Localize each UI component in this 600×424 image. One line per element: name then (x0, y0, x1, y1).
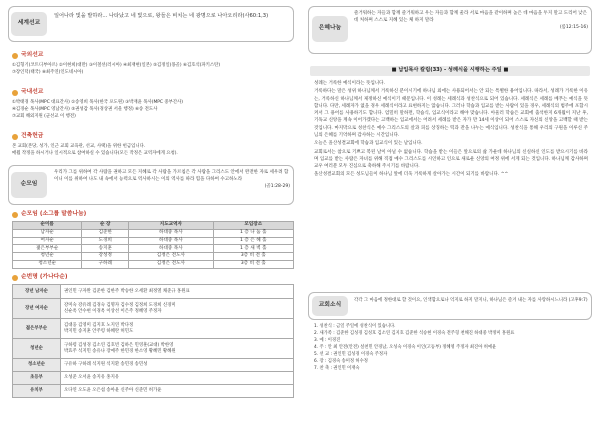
church-news-list (314, 324, 588, 373)
table-row: 여자순 도경희 하대중 목사 1 층 은 혜 홀 (13, 237, 294, 245)
right-column (302, 0, 598, 424)
building-fund-text: 본 교회(본당, 성가, 인근 교회 교육관, 선교, 사택)을 위한 헌금입니다. 매월 작정을 하시거나 일시적으로 참여하실 수 있습니다(모든 작정은 교역자에게 요청). (12, 144, 178, 157)
table-row: 젊은부부순 김대웅 김영미 김지호 노지연 박다정 박지민 송지훈 안주령 하혜란 허민도 (13, 319, 294, 339)
list-item: 4. 주 : 안 최 안전(안전) 설천민 안경남, 오성숙 이경숙 이인(고등부) 정혜영 주정자 최진아 허예윤 (314, 344, 497, 350)
list-item: 7. 찬 축 : 권인민 이재숙 (314, 365, 360, 371)
cell-verse-text: 우리가 그를 위하여 각 사람을 권하고 모든 지혜로 각 사람을 가르침은 각 사람을 그리스도 안에서 완전한 자로 세우려 함이니 이를 위하여 나도 내 속에서 능력으로 역사하시는 이의 역사를 따라 힘을 다하여 수고하노라 (골1:28-29) (54, 170, 290, 190)
grace-verse-text: 즐거워하는 자들과 함께 즐거워하고 우는 자들과 함께 울라 서로 마음을 같이하며 높은 데 마음을 두지 말고 도리어 낮은 데 처하며 스스로 지혜 있는 체 하지 말라 (롬12:15-16) (354, 11, 588, 31)
mission-verse-tag: 세계선교 (11, 12, 47, 36)
list-item: 6. 장 : 김경숙 송미정 허수정 (314, 358, 368, 364)
list-item: 3. 예 : 이경진 (314, 337, 341, 343)
left-column (2, 0, 298, 424)
cell-verse-tag: 순모임 (11, 172, 47, 198)
table-row: 청년순 강성정 김정은 전도사 3층 비 전 홀 (13, 253, 294, 261)
bullet-icon (12, 275, 18, 281)
list-item: 1. 성찬식 : 금일 주일에 성찬식이 있습니다. (314, 324, 396, 329)
table-row: 초등부 오성준 오서윤 송지유 홍지유 (13, 372, 294, 385)
grace-verse-tag: 은혜나눔 (312, 16, 348, 42)
mission-verse-text: 일어나라 빛을 발하라... 나타났고 네 빛으로, 왕들은 비치는 네 광명으로 나아오리라(사60:1,3) (54, 13, 269, 19)
domestic-mission-heading: 국내선교 (12, 89, 43, 97)
cell-group-heading: 순모임 (소그룹 말씀나눔) (12, 211, 86, 219)
table-row: 청년순 구하령 김성경 김소연 김호빈 김하은 민영훈(교대) 박한영 박효주 석지민 송유나 장예주 한민경 한소영 황혜민 황혜원 (13, 339, 294, 359)
duty-roster-table (12, 284, 294, 398)
bullet-icon (12, 212, 18, 218)
overseas-mission-heading: 국외선교 (12, 52, 43, 60)
bullet-icon (12, 53, 18, 59)
table-row: 젊은부부순 송지훈 하대중 목사 1 층 새 벽 홀 (13, 245, 294, 253)
table-row: 장년 남자순 권인민 구자완 김준한 김한주 박승한 오세환 최정열 채준규 홍원표 (13, 285, 294, 299)
list-item: 5. 선 교 : 권인민 김성경 이경숙 주정자 (314, 351, 388, 357)
bullet-icon (12, 134, 18, 140)
overseas-mission-list: ①김형기(코트디부아르) ②이현희(대만) ③이철선(러시아) ④최재현(일본) ⑤김정일(몽골) ⑥김호석(파키스탄) ⑦장인덕(태국) ⑧최주연(인도네시아) (12, 63, 221, 76)
column-title: ■ 납입목사 칼럼(33) - 성례식을 시행하는 주일 ■ (310, 66, 590, 76)
duty-roster-heading: 순번명 (가나다순) (12, 274, 68, 282)
table-header-row: 순이름 순 장 지도교역자 모임장소 (13, 222, 294, 230)
table-row: 청소년순 구하례 김정은 전도사 3층 비 전 홀 (13, 260, 294, 268)
cell-group-table (12, 221, 294, 269)
church-news-verse: 각각 그 마음에 정한대로 할 것이요, 인색함으로나 억지로 하지 말지니, 하나님은 즐겨 내는 자를 사랑하시느니라 (고후9:7) (354, 298, 588, 303)
church-news-tag: 교회소식 (312, 296, 348, 316)
pastor-column-text: 성례는 거룩한 예식이라는 뜻입니다. 거룩하다는 말은 성위 하나님께서 거룩하신 분이시기에 하나님 외에는 사용되어서는 안 되는 특별한 용어입니다. 따라서, 성례가 거룩한 이유는, 거룩하신 하나님께서 제정하신 예식이기 때문입니다. 이 성례는 세례식과 성찬식으로 되어 있습니다. 세례식은 세례를 베푸는 예식을 뜻합니다. 다만, 세례자가 없을 경우 세례식이라고 표현하지는 않습니다. 그러나 학습과 입교를 받는 사람이 있을 경우, 세례식의 범주에 포함시켜서 그 용어를 사용하기도 합니다. 엄밀히 말하면, 학습식, 입교식이라고 해야 맞습니다. 아울러 학습은 교회에 출석한지 6개월이 지난 후, 기독교 신앙을 계속 이어가겠다는 고백하는 입교에서는 어려서 세례를 받은 자가 만 14세 이상이 되어 스스로 자신의 신앙을 고백할 때 받는 것입니다. 마지막으로 성찬식은 예수 그리스도의 살과 피를 상징하는 떡과 잔을 나누는 예식입니다. 성찬식을 통해 우리의 구원을 이루신 주님의 은혜를 기억하며 감사하는 시간입니다. 오늘은 올산성결교회에 학습과 입교식이 있는 날입니다. 교회로서는 참으로 기쁘고 복된 날이 아닐 수 없습니다. 학습을 받는 이들은 앞으로의 삶 가운데 하나님의 신실하신 인도를 받으시기를 바라며 입교를 받는 사람은 자녀를 위해 직접 예수 그리스도를 시인하고 인으로 새로운 신앙의 여정 위에 서게 되는 것입니다. 하나님께 감사하며 교우 여러분 모두 진심으로 축하해 주시기를 바랍니다. 올산성결교회의 모든 성도님들이 하나님 앞에 더욱 거룩하게 살아가는 시간이 되기를 바랍니다. ^^ (314, 81, 588, 178)
domestic-mission-list: ①박태경 목사(MPC 대표간사) ②송영희 목사(한국 포도원) ③박재윤 목사(MPC 중부간사) ④김경순 목사(MPC 영남간사) ⑤권성갑 목사(경상권 서울 행정) ⑥송 전도사 ⑦교회 해외지원 (군선교 이 행전) (12, 100, 184, 120)
building-fund-heading: 건축헌금 (12, 133, 43, 141)
table-row: 청소년순 구유하 구하례 석지원 석지환 송민경 송민성 (13, 359, 294, 372)
bullet-icon (12, 90, 18, 96)
table-row: 남자순 김준한 하대중 목사 1 층 나 눔 홀 (13, 229, 294, 237)
table-row: 유치부 오다연 오도윤 오은섭 송아윤 신주아 신준민 허가윤 (13, 385, 294, 398)
table-row: 장년 여자순 강미숙 강유례 김경숙 김명자 김수정 김정희 도경희 신경미 신순옥 안수현 이경옥 이상선 이은주 정혜영 주정자 (13, 299, 294, 319)
list-item: 2. 새가족 : 김준한 김성경 김성호 김소연 김지호 김준한 석승현 이경숙 전주형 천해진 하대중 박정미 홍원표 (314, 330, 515, 336)
